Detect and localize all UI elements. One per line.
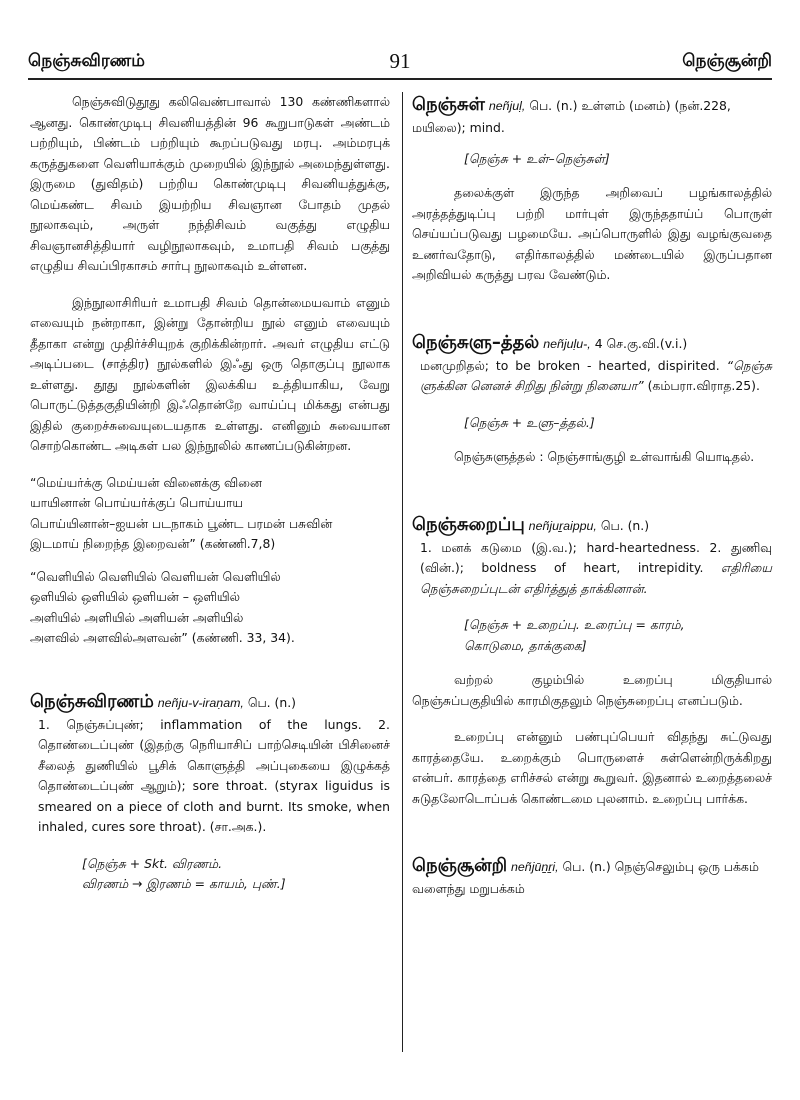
right-column — [412, 92, 772, 912]
entry-transliteration: neñju-v-iraṇam, — [157, 695, 244, 710]
entry-etymology: [நெஞ்சு + உளு–த்தல்.] — [464, 414, 595, 430]
entry-definition: உள்ளம் (மனம்) (நன்.228, மயிலை); mind. — [412, 98, 731, 135]
entry-transliteration: neñjūṉṟi, — [511, 860, 559, 874]
verse-line: ஒளியில் ஒளியில் ஒளியன் – ஒளியில் — [30, 589, 240, 604]
verse-quote — [30, 473, 390, 555]
entry-transliteration: neñjuṟaippu, — [528, 518, 597, 533]
paragraph: நெஞ்சுவிடுதூது கலிவெண்பாவால் 130 கண்ணிகளால் ஆனது. கொண்முடிபு சிவனியத்தின் 96 கூறுபாடுகள் அண்டம் பற்றியும், பிண்டம் பற்றியும் கூறப்படுவது மரபு. அம்மரபுக் கருத்துகளை வெளியாக்கும் முறையில் இந்நூல் அமைந்துள்ளது. இருமை (துவிதம்) பற்றிய கொண்முடிபு சிவனியத்துக்கு, மெய்கண்ட சிவம் இயற்றிய சிவஞான போதம் முதல் நூலாகவும், அருள் நந்திசிவம் வகுத்து எழுதிய சிவஞானசித்தியார் வழிநூலாகவும், உமாபதி சிவம் பகுத்து எழுதிய சிவப்பிரகாசம் சார்பு நூலாகவும் உள்ளன. — [30, 94, 390, 273]
entry-etymology: [நெஞ்சு + உள்–நெஞ்சுள்] — [464, 150, 610, 166]
verse-line: அளவில் அளவில்அளவன்” (கண்ணி. 33, 34). — [30, 630, 295, 645]
entry-headword: நெஞ்சுறைப்பு — [412, 513, 525, 535]
dictionary-entry — [412, 512, 772, 810]
verse-line: “மெய்யர்க்கு மெய்யன் வினைக்கு வினை — [30, 474, 262, 490]
entry-pos: பெ. (n.) — [562, 859, 611, 874]
entry-note: உறைப்பு என்னும் பண்புப்பெயர் விதந்து சுட்டுவது காரத்தையே. உறைக்கும் பொருளைச் சுள்ளென்றிருக்கிறது என்பர். காரத்தை எரிச்சல் என்று கூறுவர். இதனால் உறைத்தலைச் சுடுதலோடொப்பக் கொண்டமை புலனாம். உறைப்பு பார்க்க. — [412, 729, 772, 806]
entry-transliteration: neñjuḷ, — [488, 99, 526, 113]
verse-line: “வெளியில் வெளியில் வெளியன் வெளியில் — [30, 568, 281, 584]
entry-etymology — [82, 854, 390, 895]
entry-transliteration: neñjuḷu-, — [543, 336, 591, 351]
dictionary-entry — [412, 853, 772, 900]
verse-line: யாயினான் பொய்யர்க்குப் பொய்யாய — [30, 495, 244, 510]
entry-headword: நெஞ்சுளு–த்தல் — [412, 331, 540, 353]
verse-line: இடமாய் நிறைந்த இறைவன்” (கண்ணி.7,8) — [30, 536, 276, 551]
entry-note: வற்றல் குழம்பில் உறைப்பு மிகுதியால் நெஞ்சுப்பகுதியில் காரமிகுதலும் நெஞ்சுறைப்பு எனப்படும். — [412, 672, 772, 708]
verse-line: அளியில் அளியில் அளியன் அளியில் — [30, 609, 244, 625]
etymology-line: [நெஞ்சு + உறைப்பு. உரைப்பு = காரம், — [464, 617, 685, 632]
entry-note: நெஞ்சுளுத்தல் : நெஞ்சாங்குழி உள்வாங்கி யொடிதல். — [454, 449, 755, 464]
entry-note: தலைக்குள் இருந்த அறிவைப் பழங்காலத்தில் அரத்தத்துடிப்பு பற்றி மார்புள் இருந்ததாய்ப் பொருள் செய்யப்படுவது பழமையே. அப்பொருளில் இது வழங்குவதை உணர்வதோடு, எதிர்காலத்தில் மண்டையில் இருப்பதான அறிவியல் கருத்து பரவ வேண்டும். — [412, 185, 772, 282]
entry-headword: நெஞ்சுள் — [412, 94, 485, 115]
page-header — [28, 48, 772, 80]
etymology-line: [நெஞ்சு + Skt. விரணம். — [82, 855, 223, 871]
dictionary-entry — [412, 330, 772, 468]
entry-pos: 4 செ.கு.வி.(v.i.) — [594, 335, 688, 351]
dictionary-entry — [412, 92, 772, 286]
entry-source: (கம்பரா.விராத.25). — [647, 378, 760, 393]
entry-headword: நெஞ்சுவிரணம் — [30, 690, 154, 712]
left-column — [30, 92, 390, 909]
entry-example: எதிரியை நெஞ்சுறைப்புடன் எதிர்த்துத் தாக்கினான். — [420, 560, 772, 596]
page-number: 91 — [389, 49, 411, 73]
verse-line: பொய்யினான்–ஐயன் படநாகம் பூண்ட பரமன் பசுவின் — [30, 515, 333, 531]
paragraph: இந்நூலாசிரியர் உமாபதி சிவம் தொன்மையவாம் எனும் எவையும் நன்றாகா, இன்று தோன்றிய நூல் எனும் எவையும் தீதாகா என்று முதிர்ச்சியுறக் குறிக்கின்றார். அவர் எழுதிய எட்டு அடிப்படை (சாத்திர) நூல்களில் இஃது ஒரு தொகுப்பு நூலாக உள்ளது. தூது நூல்களின் இலக்கிய உத்தியாகிய, வேறு பொருட்டுத்தகுதியின்றி இஃதொன்றே வாய்ப்பு மிக்கது என்பது இதில் குறைச்சுவையுடையதாக உள்ளது. எனினும் சுவையான சொற்கொண்ட அடிகள் பல இந்நூலில் காணப்படுகின்றன. — [30, 294, 390, 453]
entry-quote: “நெஞ்சு ளுக்கின னெனச் சிறிது நின்று நினையா” — [420, 357, 772, 393]
etymology-line: கொடுமை, தாக்குகை] — [464, 637, 587, 653]
dictionary-entry — [30, 689, 390, 895]
entry-pos: பெ. (n.) — [529, 98, 578, 113]
left-guide-word: நெஞ்சுவிரணம் — [28, 51, 145, 71]
entry-pos: பெ. (n.) — [600, 517, 650, 533]
etymology-line: விரணம் → இரணம் = காயம், புண்.] — [82, 876, 286, 891]
entry-definition: நெஞ்செலும்பு ஒரு பக்கம் வளைந்து மறுபக்கம் — [412, 859, 759, 896]
entry-definition: 1. மனக் கடுமை (இ.வ.); hard-heartedness. 2. துணிவு (வின்.); boldness of heart, intrepidity. — [420, 539, 772, 575]
verse-quote — [30, 567, 390, 649]
entry-definition: 1. நெஞ்சுப்புண்; inflammation of the lungs. 2. தொண்டைப்புண் (இதற்கு நெரியாசிப் பாற்செடியின் பிசினைச் சீலைத் துணியில் பூசிக் கொளுத்தி அப்புகையை இழுக்கத் தொண்டைப்புண் ஆறும்); sore throat. (styrax liguidus is smeared on a piece of cloth and burnt. Its smoke, when inhaled, cures sore throat). (சா.அக.). — [38, 716, 390, 834]
entry-pos: பெ. (n.) — [247, 694, 297, 710]
entry-headword: நெஞ்சூன்றி — [412, 855, 508, 876]
column-divider — [402, 92, 403, 1052]
entry-etymology — [464, 615, 772, 656]
right-guide-word: நெஞ்சூன்றி — [682, 51, 772, 71]
entry-definition: மனமுறிதல்; to be broken - hearted, dispirited. — [420, 357, 720, 373]
